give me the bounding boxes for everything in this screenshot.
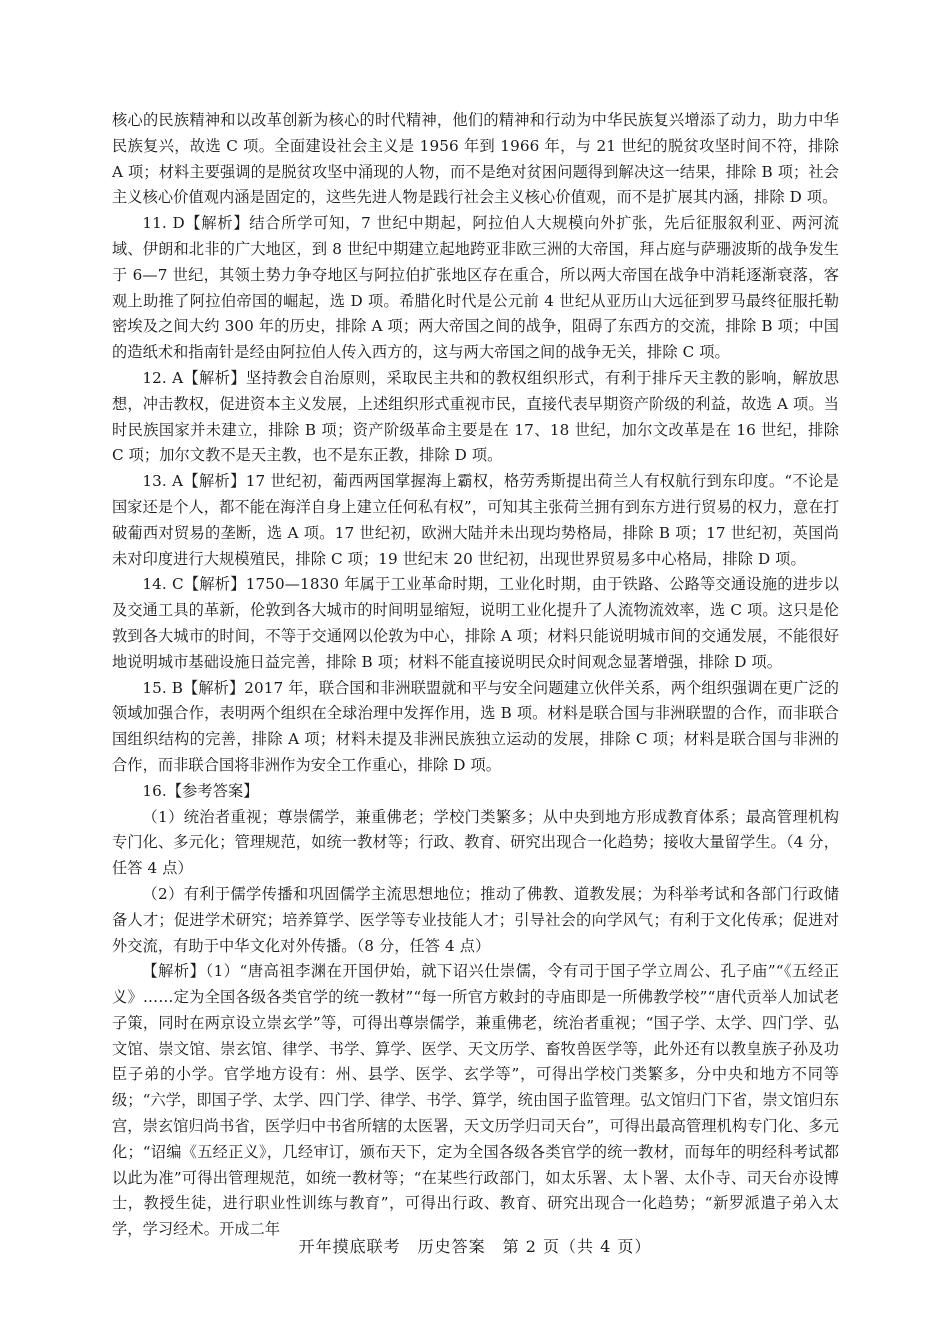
answer-16-part-2: （2）有利于儒学传播和巩固儒学主流思想地位；推动了佛教、道教发展；为科举考试和各部门行政储备人才；促进学术研究；培养算学、医学等专业技能人才；引导社会的向学风气；有利于文化传承；促进对外交流，有助于中华文化对外传播。（8 分，任答 4 点） <box>112 884 839 955</box>
answer-page-body <box>112 108 839 1243</box>
answer-16-part-1: （1）统治者重视；尊崇儒学，兼重佛老；学校门类繁多；从中央到地方形成教育体系；最高管理机构专门化、多元化；管理规范，如统一教材等；行政、教育、研究出现合一化趋势；接收大量留学生。（4 分，任答 4 点） <box>112 807 839 878</box>
answer-15: 15. B【解析】2017 年，联合国和非洲联盟就和平与安全问题建立伙伴关系，两个组织强调在更广泛的领域加强合作，表明两个组织在全球治理中发挥作用，选 B 项。材料是联合国与非洲联盟的合作，而非联合国组织结构的完善，排除 A 项；材料未提及非洲民族独立运动的发展，排除 C 项；材料是联合国与非洲的合作，而非联合国将非洲作为安全工作重心，排除 D 项。 <box>112 678 839 774</box>
answer-16-analysis: 【解析】（1）“唐高祖李渊在开国伊始，就下诏兴仕崇儒，令有司于国子学立周公、孔子庙”“《五经正义》……定为全国各级各类官学的统一教材”“每一所官方敕封的寺庙即是一所佛教学校”“唐代贡举人加试老子策，同时在两京设立崇玄学”等，可得出尊崇儒学，兼重佛老，统治者重视；“国子学、太学、四门学、弘文馆、崇文馆、崇玄馆、律学、书学、算学、医学、天文历学、畜牧兽医学等，此外还有以教皇族子孙及功臣子弟的小学。官学地方设有：州、县学、医学、玄学等”，可得出学校门类繁多，分中央和地方不同等级；“六学，即国子学、太学、四门学、律学、书学、算学，统由国子监管理。弘文馆归门下省，崇文馆归东宫，崇玄馆归尚书省，医学归中书省所辖的太医署，天文历学归司天台”，可得出最高管理机构专门化、多元化；“诏编《五经正义》，几经审订，颁布天下，定为全国各级各类官学的统一教材，而每年的明经科考试都以此为准”可得出管理规范，如统一教材等；“在某些行政部门，如太乐署、太卜署、太仆寺、司天台亦设博士，教授生徒，进行职业性训练与教育”，可得出行政、教育、研究出现合一化趋势；“新罗派遣子弟入太学，学习经术。开成二年 <box>112 962 839 1239</box>
page-footer: 开年摸底联考 历史答案 第 2 页（共 4 页） <box>298 1237 652 1256</box>
answer-13: 13. A【解析】17 世纪初，葡西两国掌握海上霸权，格劳秀斯提出荷兰人有权航行到东印度。“不论是国家还是个人，都不能在海洋自身上建立任何私有权”，可知其主张荷兰拥有到东方进行贸易的权力，意在打破葡西对贸易的垄断，选 A 项。17 世纪初，欧洲大陆并未出现均势格局，排除 B 项；17 世纪初，英国尚未对印度进行大规模殖民，排除 C 项；19 世纪末 20 世纪初，出现世界贸易多中心格局，排除 D 项。 <box>112 472 839 568</box>
answer-16-heading: 16.【参考答案】 <box>142 781 259 800</box>
answer-12: 12. A【解析】坚持教会自治原则，采取民主共和的教权组织形式，有利于排斥天主教的影响，解放思想，冲击教权，促进资本主义发展，上述组织形式重视市民，直接代表早期资产阶级的利益，故选 A 项。当时民族国家并未建立，排除 B 项；资产阶级革命主要是在 17、18 世纪，加尔文改革是在 16 世纪，排除 C 项；加尔文教不是天主教，也不是东正教，排除 D 项。 <box>112 368 839 465</box>
answer-14: 14. C【解析】1750—1830 年属于工业革命时期，工业化时期，由于铁路、公路等交通设施的进步以及交通工具的革新，伦敦到各大城市的时间明显缩短，说明工业化提升了人流物流效率，选 C 项。这只是伦敦到各大城市的时间，不等于交通网以伦敦为中心，排除 A 项；材料只能说明城市间的交通发展，不能很好地说明城市基础设施日益完善，排除 B 项；材料不能直接说明民众时间观念显著增强，排除 D 项。 <box>112 575 839 671</box>
answer-11: 11. D【解析】结合所学可知，7 世纪中期起，阿拉伯人大规模向外扩张，先后征服叙利亚、两河流域、伊朗和北非的广大地区，到 8 世纪中期建立起地跨亚非欧三洲的大帝国，拜占庭与萨珊波斯的战争发生于 6—7 世纪，其领土势力争夺地区与阿拉伯扩张地区存在重合，所以两大帝国在战争中消耗逐渐衰落，客观上助推了阿拉伯帝国的崛起，选 D 项。希腊化时代是公元前 4 世纪从亚历山大远征到罗马最终征服托勒密埃及之间大约 300 年的历史，排除 A 项；两大帝国之间的战争，阻碍了东西方的交流，排除 B 项；中国的造纸术和指南针是经由阿拉伯人传入西方的，这与两大帝国之间的战争无关，排除 C 项。 <box>112 214 839 362</box>
paragraph-continuation: 核心的民族精神和以改革创新为核心的时代精神，他们的精神和行动为中华民族复兴增添了动力，助力中华民族复兴，故选 C 项。全面建设社会主义是 1956 年到 1966 年，与 21 世纪的脱贫攻坚时间不符，排除 A 项；材料主要强调的是脱贫攻坚中涌现的人物，而不是绝对贫困问题得到解决这一结果，排除 B 项；社会主义核心价值观内涵是固定的，这些先进人物是践行社会主义核心价值观，而不是扩展其内涵，排除 D 项。 <box>112 111 839 207</box>
